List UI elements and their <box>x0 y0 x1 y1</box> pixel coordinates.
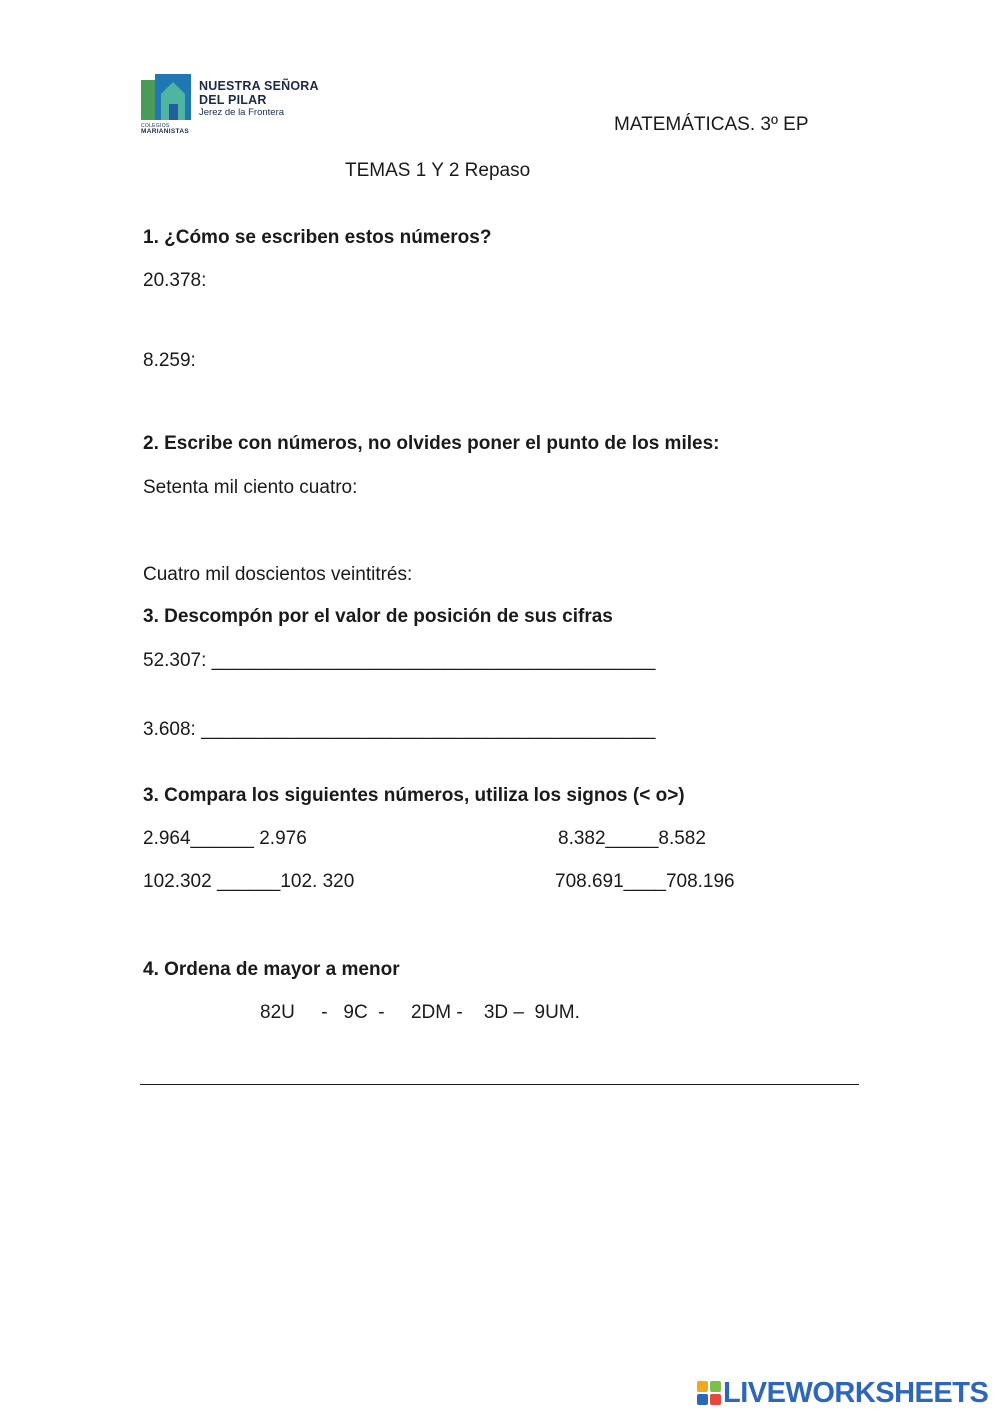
q3a-heading: 3. Descompón por el valor de posición de sus cifras <box>143 606 613 627</box>
liveworksheets-wordmark: LIVEWORKSHEETS <box>723 1377 989 1409</box>
q3b-heading: 3. Compara los siguientes números, utiliza los signos (< o>) <box>143 785 685 806</box>
compare-item-left: 2.964______ 2.976 <box>143 828 307 849</box>
page-title: TEMAS 1 Y 2 Repaso <box>345 160 531 181</box>
compare-item-right: 8.382_____8.582 <box>558 828 706 849</box>
liveworksheets-badge-icon <box>697 1381 721 1405</box>
answer-line <box>140 1084 859 1085</box>
q3a-item: 52.307: __________________________________________ <box>143 650 656 671</box>
logo-small-line2: MARIANISTAS <box>141 128 189 135</box>
q1-item: 20.378: <box>143 270 207 291</box>
logo-city: Jerez de la Frontera <box>199 107 285 118</box>
q4-heading: 4. Ordena de mayor a menor <box>143 959 400 980</box>
school-logo <box>141 74 341 136</box>
q1-heading: 1. ¿Cómo se escriben estos números? <box>143 227 492 248</box>
logo-name-line2: DEL PILAR <box>199 93 267 107</box>
school-logo-icon <box>141 74 191 120</box>
q2-heading: 2. Escribe con números, no olvides poner el punto de los miles: <box>143 433 720 454</box>
q1-item: 8.259: <box>143 350 196 371</box>
q4-sequence: 82U - 9C - 2DM - 3D – 9UM. <box>260 1002 580 1023</box>
q3a-item: 3.608: ___________________________________________ <box>143 719 656 740</box>
subject-label: MATEMÁTICAS. 3º EP <box>614 114 809 135</box>
compare-item-left: 102.302 ______102. 320 <box>143 871 355 892</box>
q2-item: Setenta mil ciento cuatro: <box>143 477 358 498</box>
logo-small-line1: COLEGIOS <box>141 123 170 129</box>
compare-item-right: 708.691____708.196 <box>555 871 735 892</box>
q2-item: Cuatro mil doscientos veintitrés: <box>143 564 413 585</box>
logo-name-line1: NUESTRA SEÑORA <box>199 79 319 93</box>
